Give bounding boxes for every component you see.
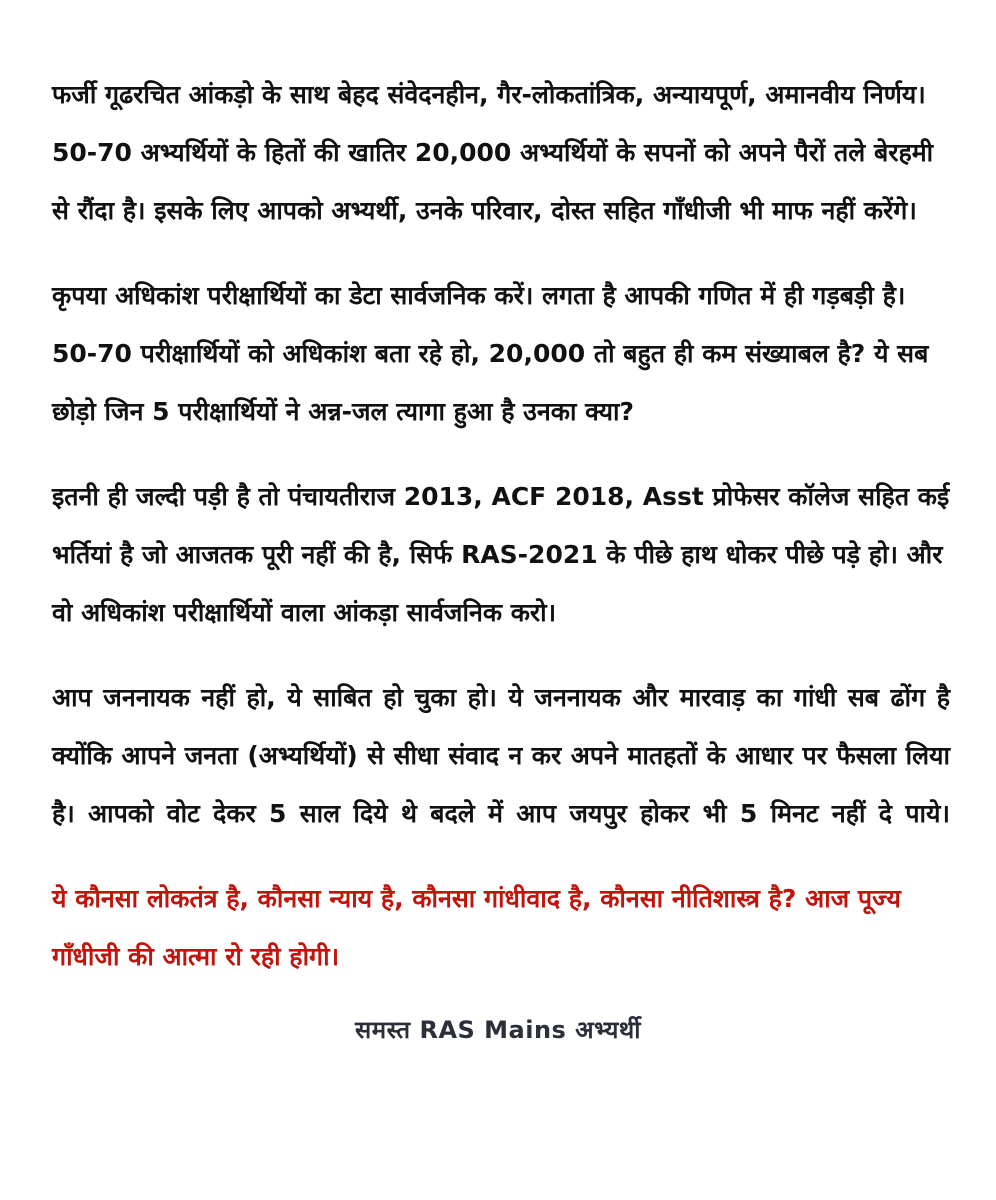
signature: समस्त RAS Mains अभ्यर्थी <box>355 1016 641 1044</box>
paragraph-4: आप जननायक नहीं हो, ये साबित हो चुका हो। ये जननायक और मारवाड़ का गांधी सब ढोंग है क्योंकि आपने जनता (अभ्यर्थियों) से सीधा संवाद न कर अपने मातहतों के आधार पर फैसला लिया है। आपको वोट देकर 5 साल दिये थे बदले में आप जयपुर होकर भी 5 मिनट नहीं दे पाये। <box>52 683 950 828</box>
paragraph-1: फर्जी गूढरचित आंकड़ो के साथ बेहद संवेदनहीन, गैर-लोकतांत्रिक, अन्यायपूर्ण, अमानवीय निर्णय। 50-70 अभ्यर्थियों के हितों की खातिर 20,000 अभ्यर्थियों के सपनों को अपने पैरों तले बेरहमी से रौंदा है। इसके लिए आपको अभ्यर्थी, उनके परिवार, दोस्त सहित गाँधीजी भी माफ नहीं करेंगे। <box>52 80 934 225</box>
paragraph-2: कृपया अधिकांश परीक्षार्थियों का डेटा सार्वजनिक करें। लगता है आपकी गणित में ही गड़बड़ी है। 50-70 परीक्षार्थियों को अधिकांश बता रहे हो, 20,000 तो बहुत ही कम संख्याबल है? ये सब छोड़ो जिन 5 परीक्षार्थियों ने अन्न-जल त्यागा हुआ है उनका क्या? <box>52 281 929 426</box>
closing-question: ये कौनसा लोकतंत्र है, कौनसा न्याय है, कौनसा गांधीवाद है, कौनसा नीतिशास्त्र है? आज पूज्य गाँधीजी की आत्मा रो रही होगी। <box>52 884 901 971</box>
paragraph-3: इतनी ही जल्दी पड़ी है तो पंचायतीराज 2013, ACF 2018, Asst प्रोफेसर कॉलेज सहित कई भर्तियां है जो आजतक पूरी नहीं की है, सिर्फ RAS-2021 के पीछे हाथ धोकर पीछे पड़े हो। और वो अधिकांश परीक्षार्थियों वाला आंकड़ा सार्वजनिक करो। <box>52 482 950 627</box>
